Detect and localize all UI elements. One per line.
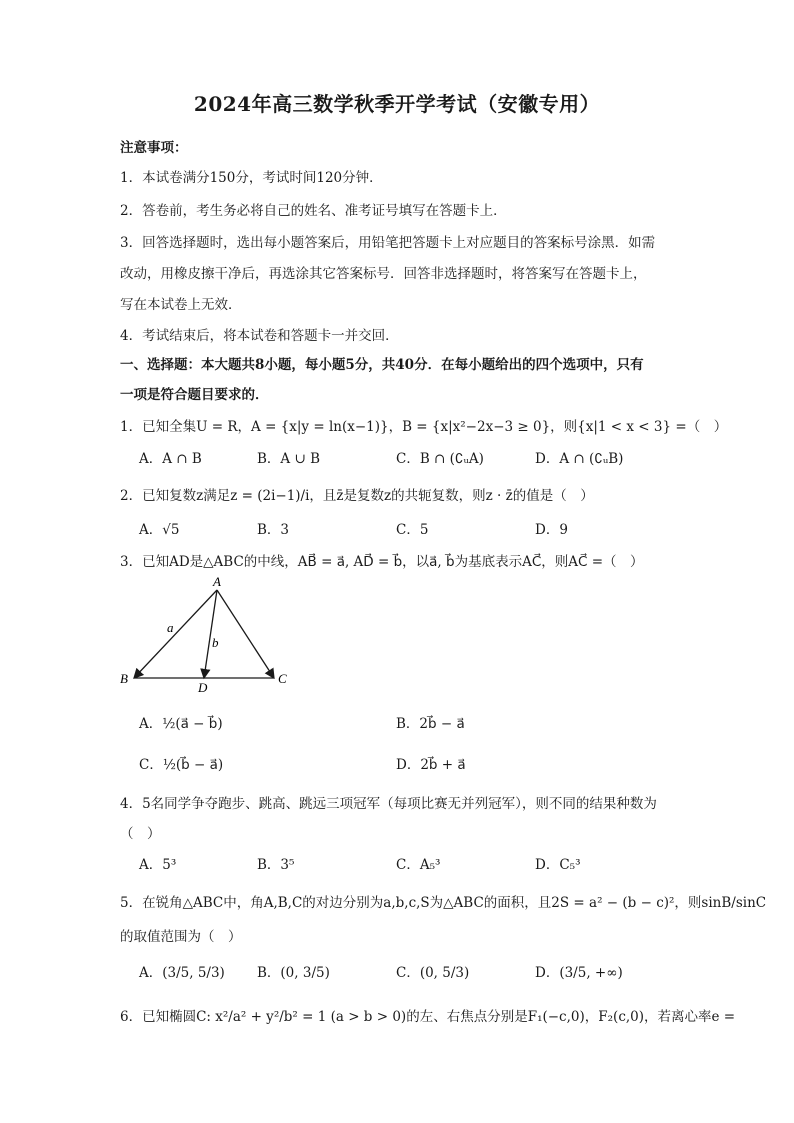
label-a: A xyxy=(213,574,221,589)
question-6-stem: 6．已知椭圆C: x²/a² + y²/b² = 1 (a > b > 0)的左、右焦点分别是F₁(−c,0)，F₂(c,0)，若离心率e = xyxy=(120,1009,736,1025)
option-a[interactable]: A．½(a⃗ − b⃗) xyxy=(139,716,223,732)
question-2-stem: 2．已知复数z满足z = (2i−1)/i，且z̄是复数z的共轭复数，则z · z̄的值是（ ） xyxy=(120,488,594,504)
section-heading-cont: 一项是符合题目要求的． xyxy=(120,387,269,403)
vector-ad xyxy=(204,590,217,678)
option-c[interactable]: C．½(b⃗ − a⃗) xyxy=(139,757,224,773)
vector-ac xyxy=(217,590,274,678)
option-b[interactable]: B．(0, 3/5) xyxy=(257,965,330,981)
option-c[interactable]: C．5 xyxy=(396,522,429,538)
notes-heading: 注意事项： xyxy=(120,140,188,156)
question-3-stem: 3．已知AD是△ABC的中线，AB⃗ = a⃗, AD⃗ = b⃗，以a⃗, b⃗为基底表示AC⃗，则AC⃗ =（ ） xyxy=(120,554,644,570)
triangle-figure xyxy=(114,572,304,694)
question-5-stem: 5．在锐角△ABC中，角A,B,C的对边分别为a,b,c,S为△ABC的面积，且2S = a² − (b − c)²，则sinB/sinC xyxy=(120,895,767,911)
note-item: 写在本试卷上无效． xyxy=(120,297,242,313)
option-d[interactable]: D．(3/5, +∞) xyxy=(535,965,623,981)
question-4-stem-cont: （ ） xyxy=(120,826,161,842)
option-c[interactable]: C．(0, 5/3) xyxy=(396,965,470,981)
option-d[interactable]: D．9 xyxy=(535,522,568,538)
option-b[interactable]: B．3 xyxy=(257,522,290,538)
option-a[interactable]: A．(3/5, 5/3) xyxy=(139,965,225,981)
option-a[interactable]: A．5³ xyxy=(139,857,177,873)
option-a[interactable]: A．A ∩ B xyxy=(139,451,202,467)
question-1-stem: 1．已知全集U = R，A = {x|y = ln(x−1)}，B = {x|x²−2x−3 ≥ 0}，则{x|1 < x < 3} =（ ） xyxy=(120,419,728,435)
option-d[interactable]: D．2b⃗ + a⃗ xyxy=(396,757,466,773)
label-c: C xyxy=(278,671,287,686)
label-vec-a: a⃗ xyxy=(167,620,184,635)
note-item: 3．回答选择题时，选出每小题答案后，用铅笔把答题卡上对应题目的答案标号涂黑．如需 xyxy=(120,235,656,251)
label-vec-b: b⃗ xyxy=(212,635,229,650)
note-item: 1．本试卷满分150分，考试时间120分钟． xyxy=(120,170,383,186)
question-5-stem-cont: 的取值范围为（ ） xyxy=(120,929,242,945)
note-item: 改动，用橡皮擦干净后，再选涂其它答案标号．回答非选择题时，将答案写在答题卡上， xyxy=(120,266,647,282)
label-b: B xyxy=(120,671,128,686)
option-b[interactable]: B．A ∪ B xyxy=(257,451,320,467)
section-heading: 一、选择题：本大题共8小题，每小题5分，共40分．在每小题给出的四个选项中，只有 xyxy=(120,357,644,373)
note-item: 4．考试结束后，将本试卷和答题卡一并交回． xyxy=(120,328,399,344)
option-d[interactable]: D．C₅³ xyxy=(535,857,581,873)
option-a[interactable]: A．√5 xyxy=(139,522,180,538)
option-c[interactable]: C．B ∩ (∁ᵤA) xyxy=(396,451,484,467)
option-c[interactable]: C．A₅³ xyxy=(396,857,441,873)
question-4-stem: 4．5名同学争夺跑步、跳高、跳远三项冠军（每项比赛无并列冠军），则不同的结果种数为 xyxy=(120,796,657,812)
option-b[interactable]: B．2b⃗ − a⃗ xyxy=(396,716,465,732)
page-title: 2024年高三数学秋季开学考试（安徽专用） xyxy=(193,92,601,116)
option-d[interactable]: D．A ∩ (∁ᵤB) xyxy=(535,451,624,467)
note-item: 2．答卷前，考生务必将自己的姓名、准考证号填写在答题卡上． xyxy=(120,203,507,219)
option-b[interactable]: B．3⁵ xyxy=(257,857,295,873)
label-d: D xyxy=(198,680,208,694)
